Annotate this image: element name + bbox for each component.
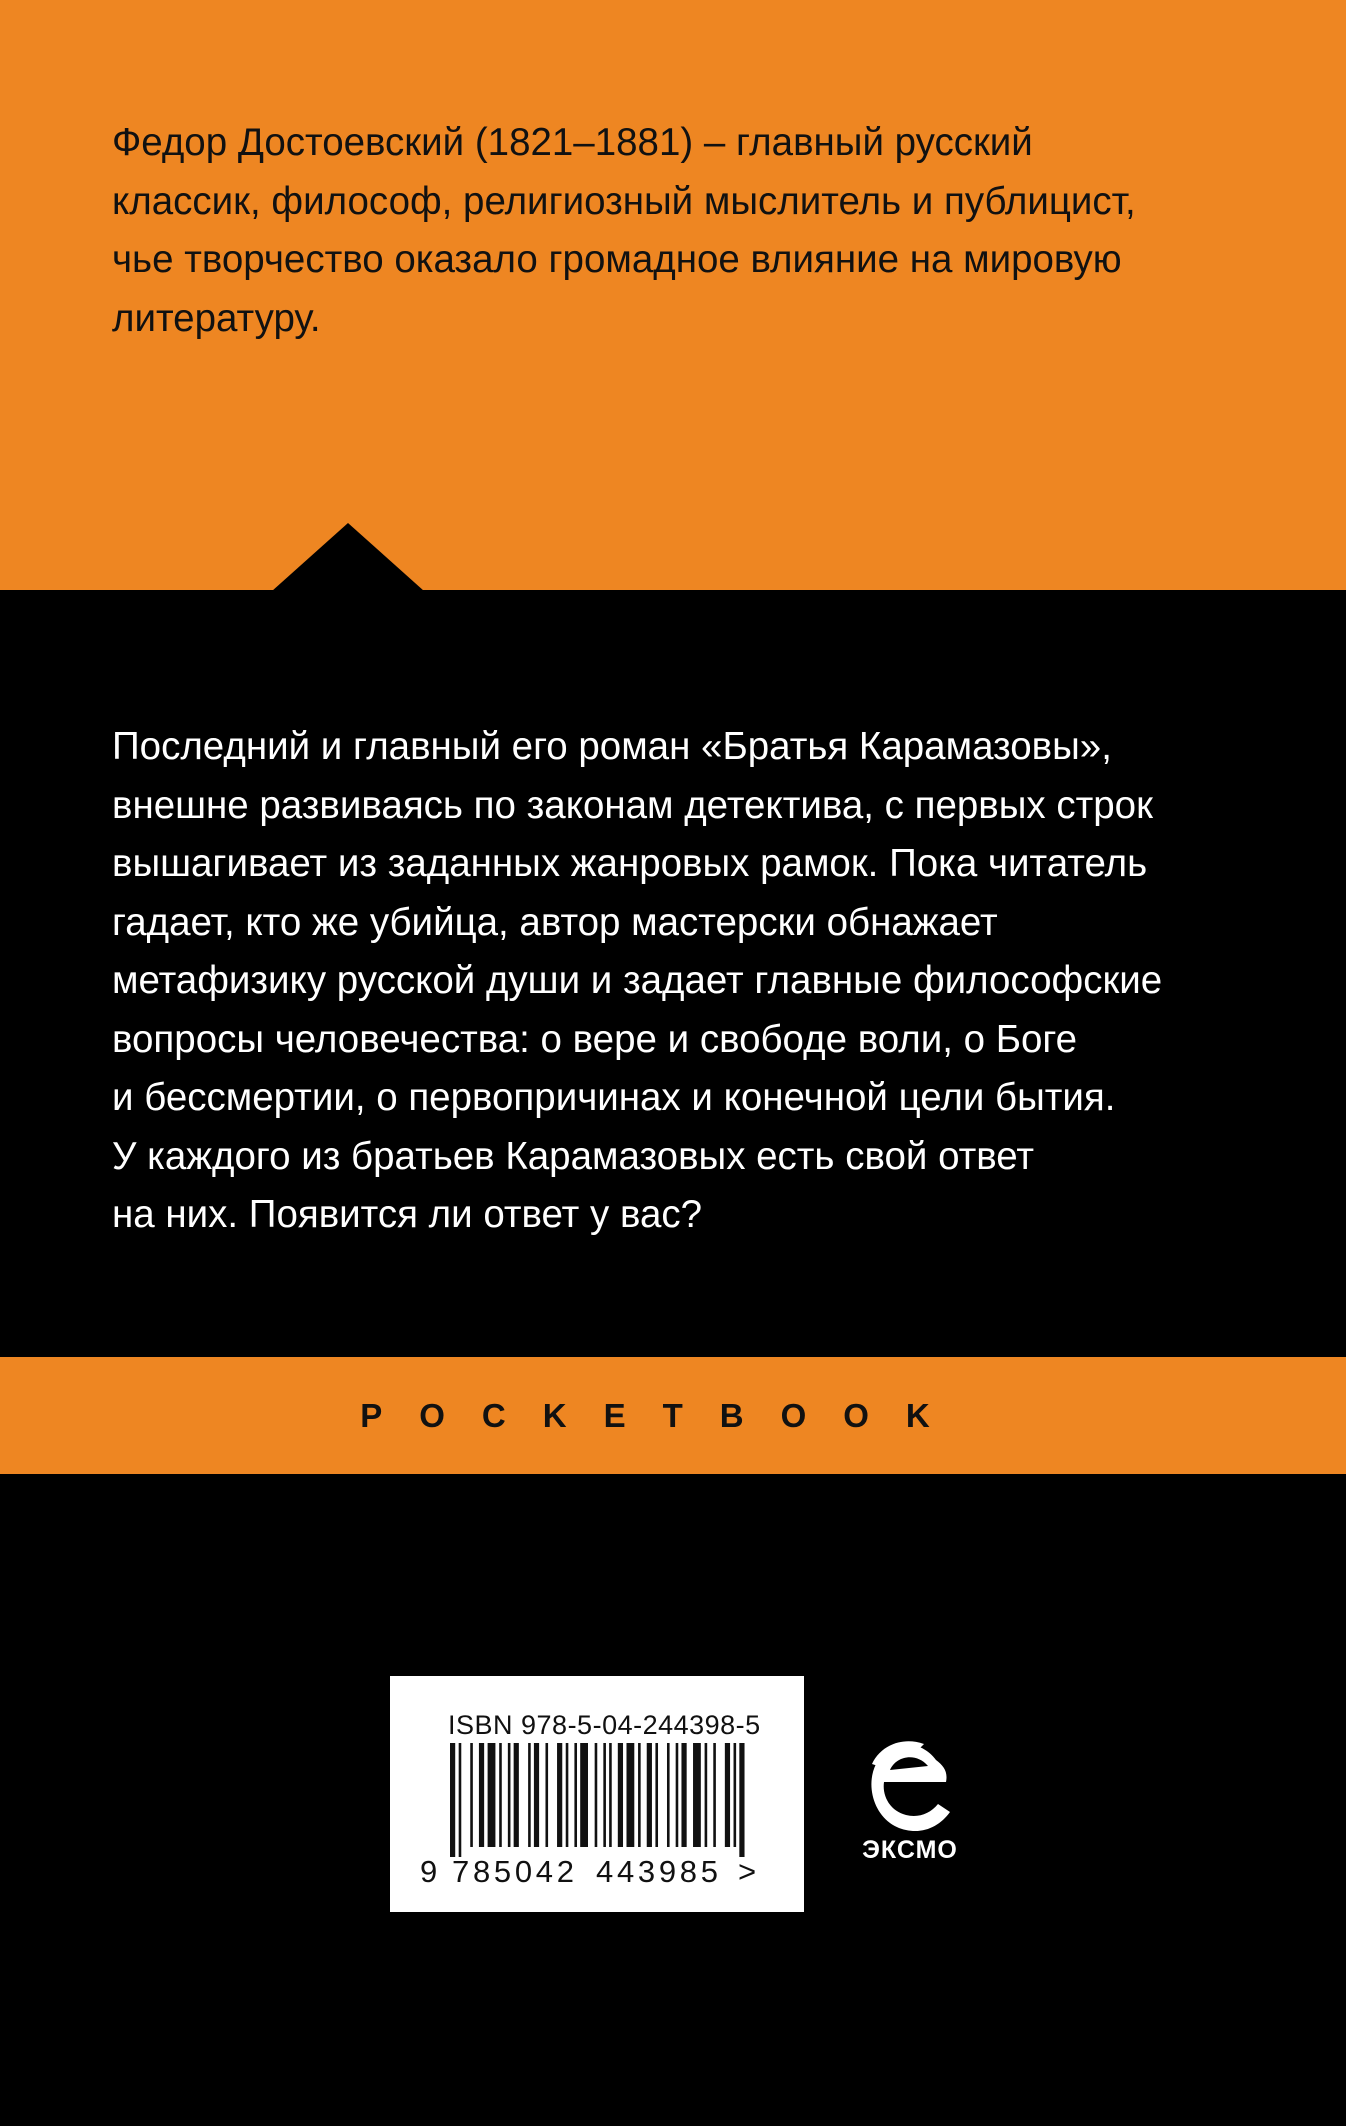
barcode-bar [499,1743,502,1847]
blurb-line: внешне развиваясь по законам детектива, с первых строк [112,783,1153,827]
barcode-bar [479,1743,484,1847]
barcode-bar [514,1743,519,1847]
barcode-bar [603,1743,606,1847]
barcode-left-digits: 785042 [452,1854,574,1889]
barcode-bar [459,1743,462,1857]
barcode-bar [655,1743,658,1847]
arrow-notch-icon [272,523,424,591]
isbn-label: ISBN 978-5-04-244398-5 [448,1710,761,1740]
bio-line: литературу. [112,296,321,340]
barcode-bar [739,1743,744,1857]
barcode-right-digits: 443985 [596,1854,718,1889]
blurb-line: У каждого из братьев Карамазовых есть свой ответ [112,1134,1035,1178]
barcode-first-digit: 9 [420,1854,438,1889]
barcode-bar [681,1743,686,1847]
barcode-bar [566,1743,569,1847]
blurb-line: Последний и главный его роман «Братья Карамазовы», [112,725,1112,768]
bio-line: чье творчество оказало громадное влияние на мировую [112,238,1122,281]
publisher-name: ЭКСМО [862,1836,958,1864]
barcode-bar [470,1743,473,1847]
barcode-bar [545,1743,548,1847]
barcode-bar [667,1743,670,1847]
barcode-bar [595,1743,598,1847]
barcode [450,1743,748,1857]
barcode-bar [609,1743,612,1847]
barcode-bar [488,1743,496,1847]
barcode-quiet-mark: > [738,1854,757,1889]
barcode-bar [647,1743,652,1847]
blurb-line: и бессмертии, о первопричинах и конечной цели бытия. [112,1076,1116,1119]
blurb-line: вопросы человечества: о вере и свободе воли, о Боге [112,1017,1078,1061]
barcode-bar [557,1743,562,1847]
barcode-digits [420,1850,780,1890]
blurb-line: вышагивает из заданных жанровых рамок. Пока читатель [112,842,1148,885]
barcode-bar [676,1743,679,1847]
barcode-bar [534,1743,539,1847]
isbn-barcode-box [390,1676,804,1912]
barcode-bar [693,1743,701,1847]
blurb-line: гадает, кто же убийца, автор мастерски обнажает [112,900,998,944]
barcode-bar [528,1743,531,1847]
blurb-line: на них. Появится ли ответ у вас? [112,1193,703,1236]
blurb-line: метафизику русской души и задает главные философские [112,959,1163,1002]
series-band [0,1357,1346,1474]
author-bio [112,114,1252,348]
barcode-bar [508,1743,511,1847]
barcode-bar [574,1743,577,1847]
barcode-bar [618,1743,623,1847]
barcode-bar [734,1743,737,1847]
barcode-bar [705,1743,708,1847]
barcode-bar [725,1743,730,1847]
series-label: POCKETBOOK [360,1396,967,1434]
barcode-bar [450,1743,455,1857]
book-blurb [112,718,1272,1245]
bio-line: классик, философ, религиозный мыслитель и публицист, [112,179,1136,223]
barcode-bar [713,1743,716,1847]
barcode-bar [638,1743,641,1847]
barcode-bar [580,1743,588,1847]
bio-line: Федор Достоевский (1821–1881) – главный русский [112,121,1033,164]
barcode-bar [626,1743,634,1847]
